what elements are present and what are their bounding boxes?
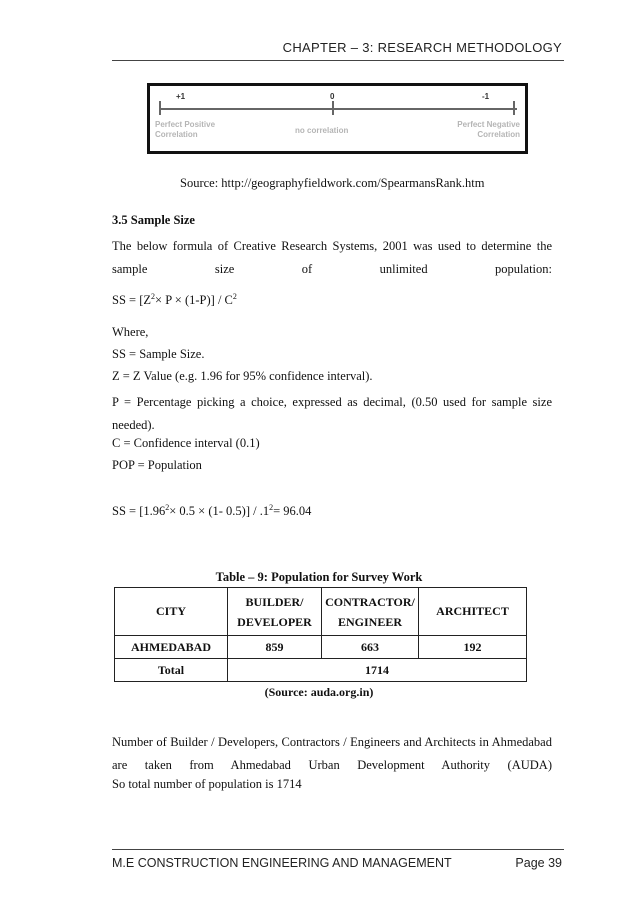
table-row — [115, 636, 527, 659]
cell-total-value: 1714 — [228, 659, 527, 682]
scale-caption-mid: no correlation — [295, 126, 349, 135]
scale-value-mid: 0 — [330, 92, 335, 101]
header-rule — [112, 60, 564, 61]
definition-pop: POP = Population — [112, 458, 202, 472]
formula: SS = $[Z^2\times P \times (1-P)] / C^2$ — [112, 292, 237, 307]
cell-city: AHMEDABAD — [115, 636, 228, 659]
header-contractor: CONTRACTOR/ ENGINEER — [322, 588, 419, 636]
page-number: Page 39 — [515, 856, 562, 870]
intro-paragraph: The below formula of Creative Research Systems, 2001 was used to determine the sample size of unlimited population: — [112, 239, 552, 276]
where-label: Where, — [112, 325, 149, 339]
scale-value-right: -1 — [482, 92, 490, 101]
definition-z: Z = Z Value (e.g. 1.96 for 95% confidence interval). — [112, 369, 373, 383]
scale-caption-left: Perfect Positive Correlation — [155, 120, 216, 139]
cell-contractor: 663 — [322, 636, 419, 659]
scale-value-left: +1 — [176, 92, 186, 101]
cell-architect: 192 — [419, 636, 527, 659]
definition-p: P = Percentage picking a choice, expressed as decimal, (0.50 used for sample size needed). — [112, 395, 552, 432]
closing-paragraph: Number of Builder / Developers, Contractors / Engineers and Architects in Ahmedabad are taken from Ahmedabad Urban Development Authority (AUDA) — [112, 735, 552, 772]
cell-builder: 859 — [228, 636, 322, 659]
scale-tick-mid — [332, 101, 334, 115]
cell-total-label: Total — [115, 659, 228, 682]
definition-c: C = Confidence interval (0.1) — [112, 436, 260, 450]
footer-title: M.E CONSTRUCTION ENGINEERING AND MANAGEMENT — [112, 856, 452, 870]
header-architect: ARCHITECT — [419, 588, 527, 636]
footer-rule — [112, 849, 564, 850]
correlation-scale-figure — [147, 83, 528, 154]
figure-source: Source: http://geographyfieldwork.com/SpearmansRank.htm — [180, 176, 485, 190]
sample-size-calculation: SS = [$1.96^2\times 0.5 \times (1-$ $0.5)] / .1^2= 96.04$ — [112, 503, 312, 518]
population-table — [114, 587, 527, 682]
definition-ss: SS = Sample Size. — [112, 347, 205, 361]
section-heading: 3.5 Sample Size — [112, 213, 195, 227]
header-city: CITY — [115, 588, 228, 636]
header-builder: BUILDER/ DEVELOPER — [228, 588, 322, 636]
scale-tick-right — [513, 101, 515, 115]
scale-caption-right: Perfect Negative Correlation — [457, 120, 520, 139]
table-source: (Source: auda.org.in) — [264, 685, 374, 699]
table-title: Table – 9: Population for Survey Work — [215, 570, 423, 584]
scale-axis — [159, 108, 517, 110]
page-header: CHAPTER – 3: RESEARCH METHODOLOGY — [282, 40, 562, 55]
closing-line: So total number of population is 1714 — [112, 777, 302, 791]
table-header-row — [115, 588, 527, 636]
table-total-row — [115, 659, 527, 682]
scale-tick-left — [159, 101, 161, 115]
